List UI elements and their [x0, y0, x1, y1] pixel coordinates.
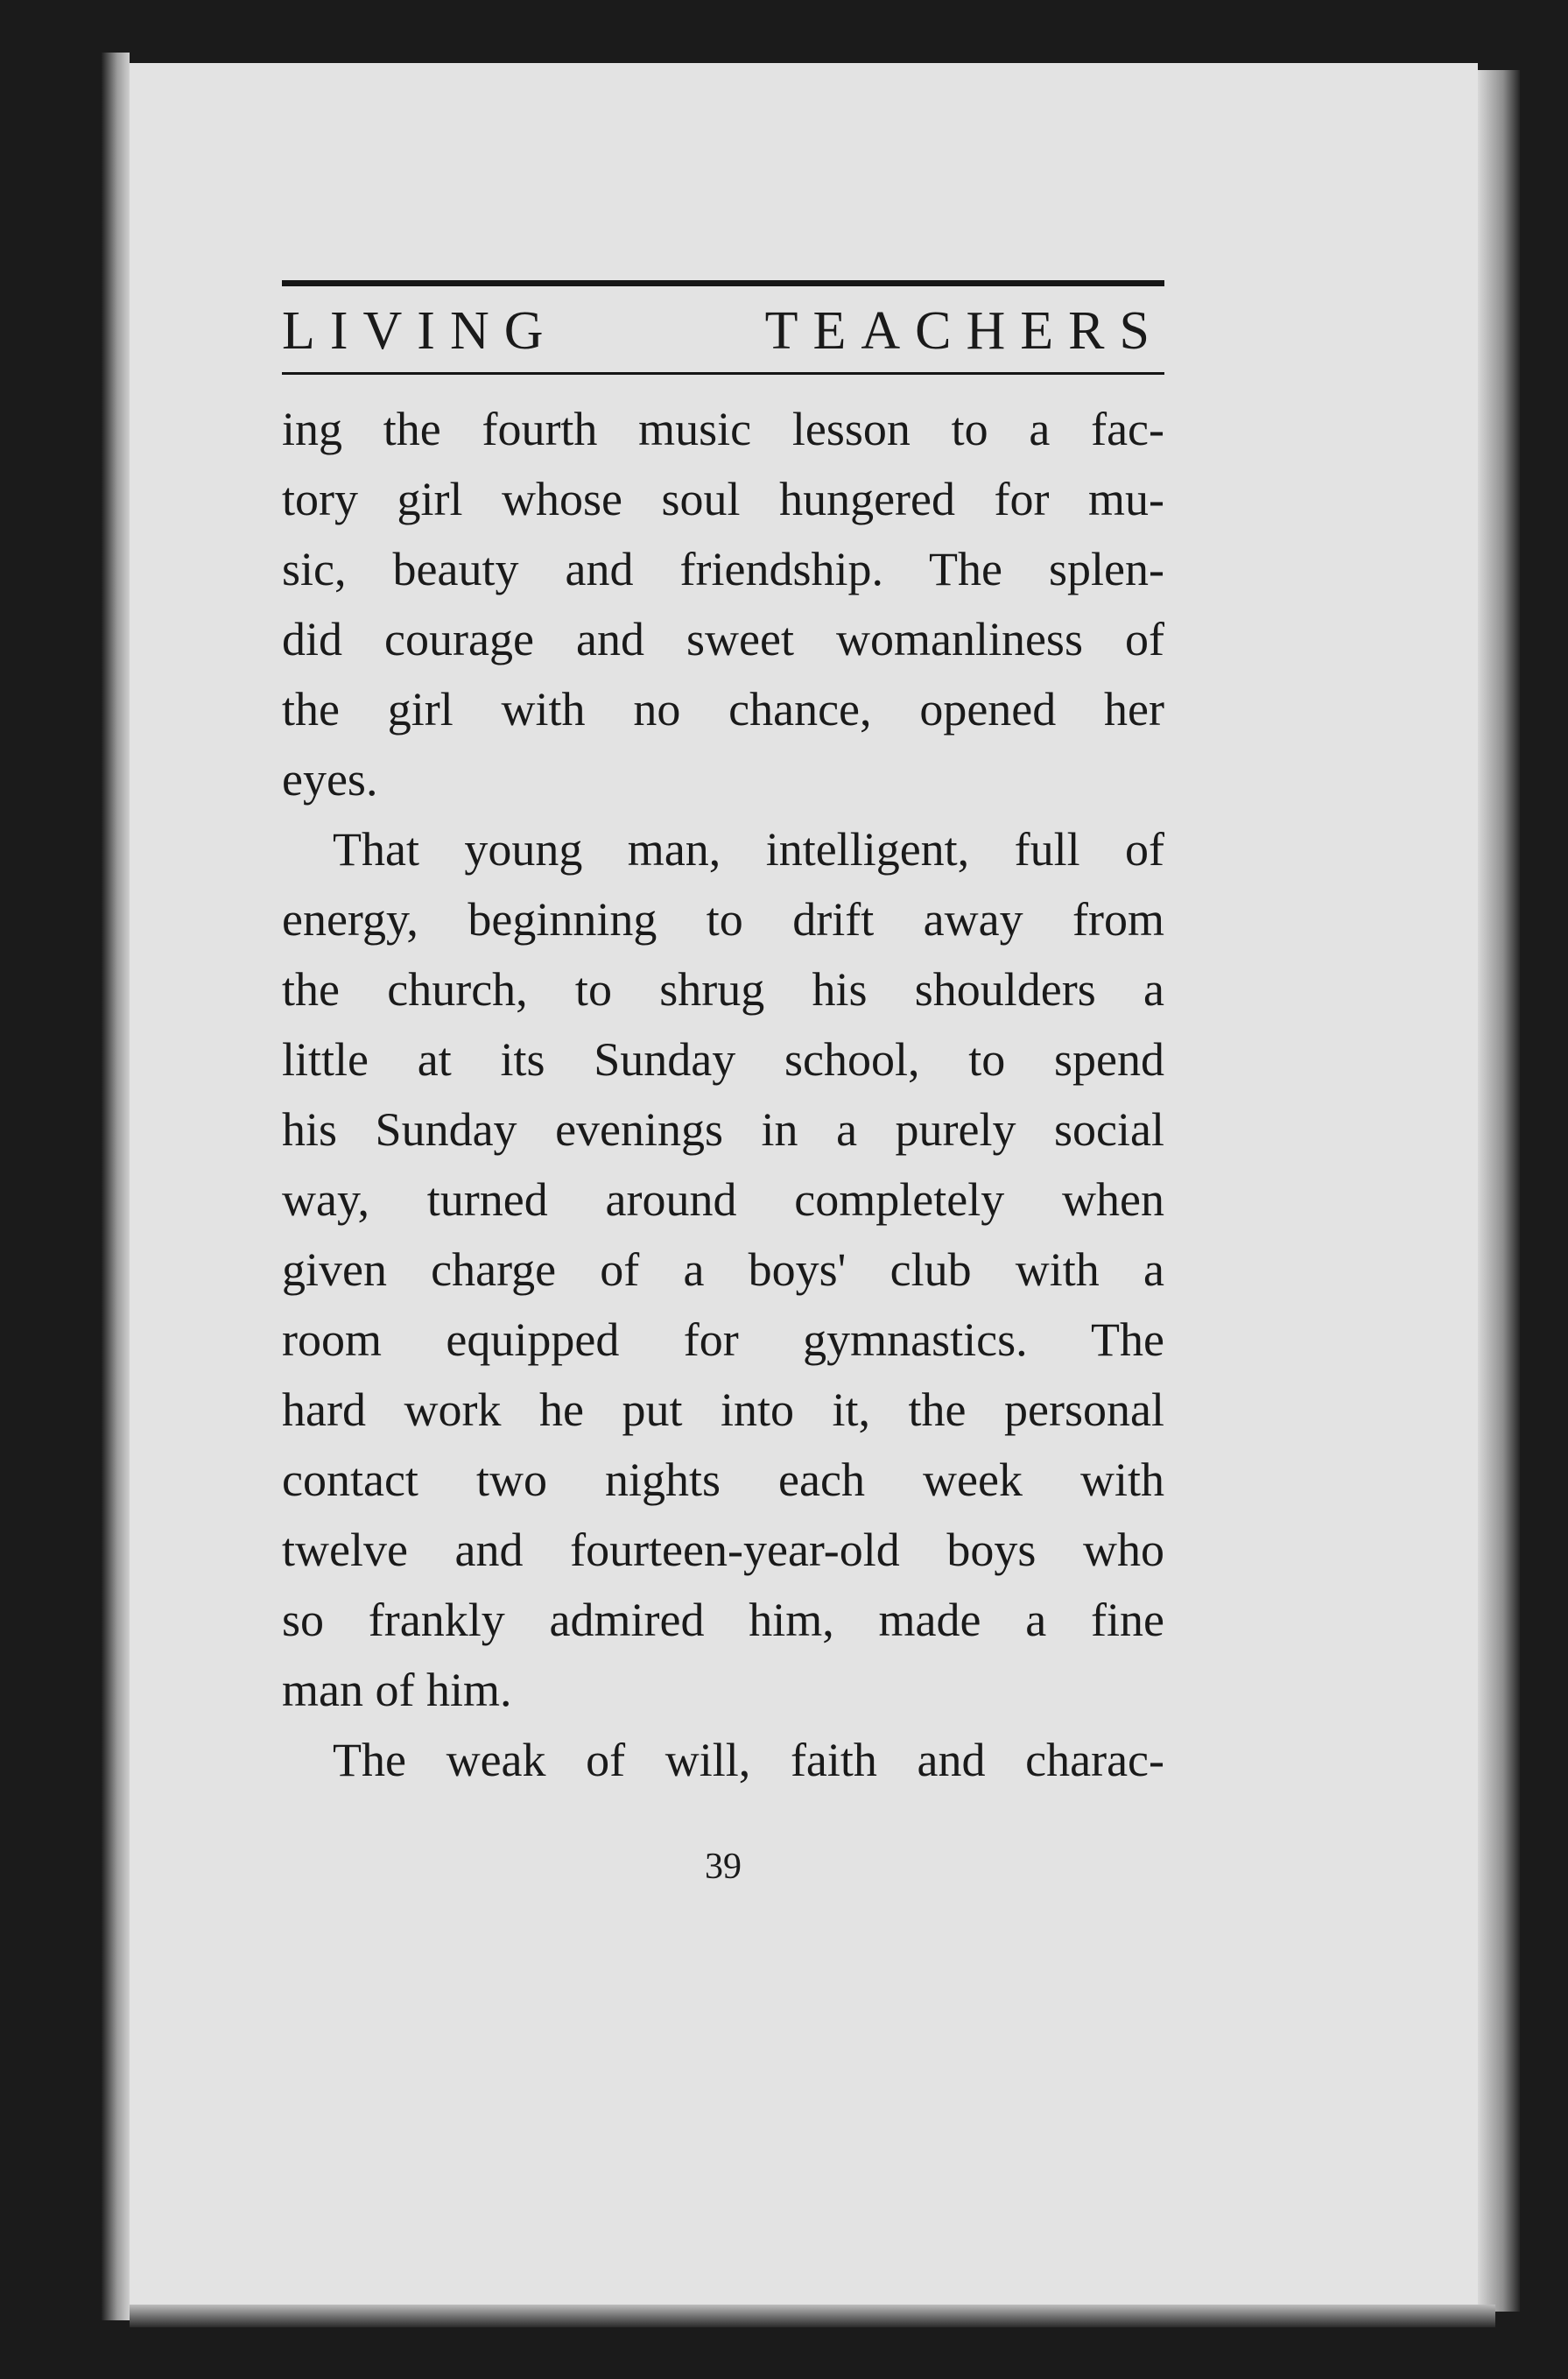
text-line: The weak of will, faith and charac-	[333, 1734, 1164, 1786]
text-line: given charge of a boys' club with a	[282, 1243, 1164, 1296]
running-head-word-2: TEACHERS	[764, 301, 1164, 361]
text-line: his Sunday evenings in a purely social	[282, 1103, 1164, 1156]
paragraph-2	[282, 814, 1164, 1725]
paragraph-1	[282, 394, 1164, 814]
text-line: the girl with no chance, opened her	[282, 683, 1164, 736]
page-text-block	[282, 280, 1164, 1795]
page-bottom-shadow	[130, 2305, 1495, 2327]
text-line: did courage and sweet womanliness of	[282, 613, 1164, 665]
text-line: contact two nights each week with	[282, 1453, 1164, 1506]
text-line: room equipped for gymnastics. The	[282, 1313, 1164, 1366]
text-line: That young man, intelligent, full of	[333, 823, 1164, 876]
text-line: way, turned around completely when	[282, 1173, 1164, 1226]
text-line: ing the fourth music lesson to a fac-	[282, 403, 1164, 455]
paragraph-3	[282, 1725, 1164, 1795]
text-line: eyes.	[282, 753, 378, 806]
book-gutter-shadow	[102, 53, 130, 2320]
text-line: sic, beauty and friendship. The splen-	[282, 543, 1164, 595]
header-rule-bottom	[282, 372, 1164, 375]
header-rule-top	[282, 280, 1164, 286]
text-line: little at its Sunday school, to spend	[282, 1033, 1164, 1086]
text-line: tory girl whose soul hungered for mu-	[282, 473, 1164, 525]
text-line: twelve and fourteen-year-old boys who	[282, 1524, 1164, 1576]
text-line: so frankly admired him, made a fine	[282, 1594, 1164, 1646]
running-head-word-1: LIVING	[282, 301, 559, 361]
body-text	[282, 394, 1164, 1795]
text-line: man of him.	[282, 1664, 512, 1716]
text-line: hard work he put into it, the personal	[282, 1383, 1164, 1436]
text-line: energy, beginning to drift away from	[282, 893, 1164, 946]
page-edge-shadow	[1478, 70, 1520, 2312]
text-line: the church, to shrug his shoulders a	[282, 963, 1164, 1016]
running-head	[282, 300, 1164, 362]
page-number: 39	[705, 1847, 742, 1887]
